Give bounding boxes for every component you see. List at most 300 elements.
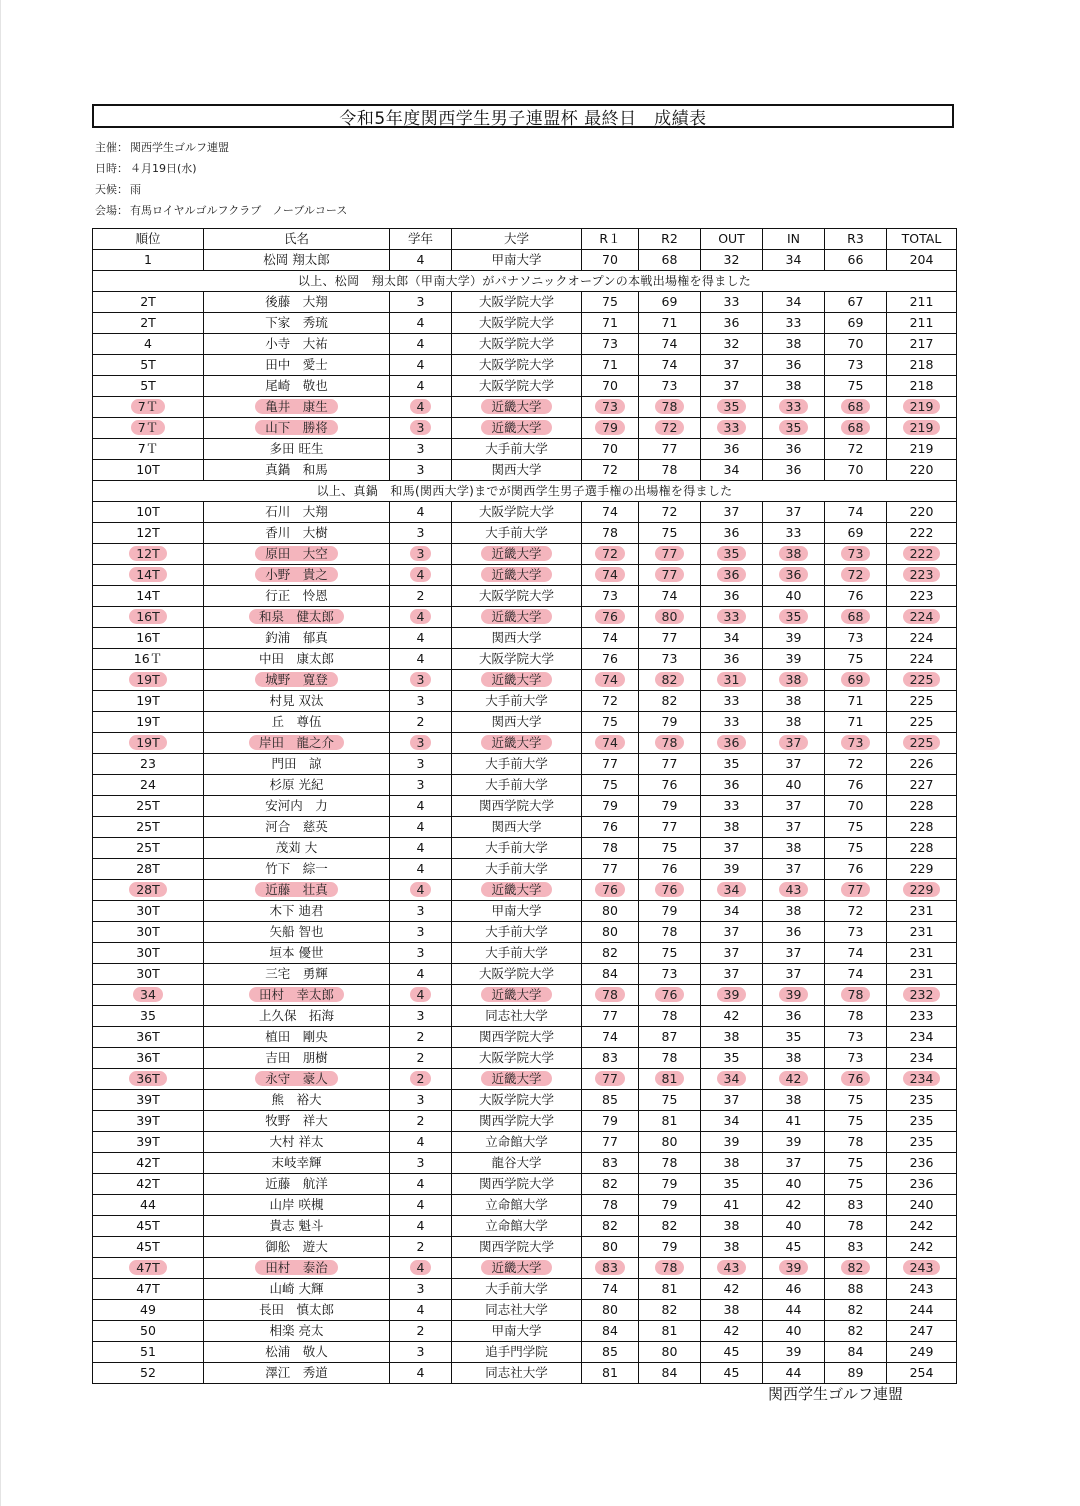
r2-cell: 74 (639, 355, 701, 376)
year-cell: 4 (390, 355, 452, 376)
name-cell: 相楽 亮太 (204, 1321, 390, 1342)
rank-cell (93, 985, 204, 1006)
header-r2: R2 (639, 229, 701, 250)
r1-cell: 76 (582, 817, 639, 838)
r1-cell: 70 (582, 439, 639, 460)
highlight-marker: 近畿大学 (481, 567, 551, 582)
r2-cell (639, 1069, 701, 1090)
year-cell: 4 (390, 313, 452, 334)
in-cell: 45 (763, 1237, 825, 1258)
r3-cell: 72 (825, 754, 887, 775)
highlight-marker: 39 (779, 1260, 809, 1275)
table-row (93, 1027, 957, 1048)
table-row (93, 964, 957, 985)
table-row (93, 313, 957, 334)
table-row (93, 439, 957, 460)
name-cell: 植田 剛央 (204, 1027, 390, 1048)
name-cell: 矢船 智也 (204, 922, 390, 943)
table-row (93, 1195, 957, 1216)
highlight-marker: 14T (129, 567, 167, 582)
in-cell: 36 (763, 460, 825, 481)
name-cell: 吉田 朋樹 (204, 1048, 390, 1069)
university-cell: 大手前大学 (452, 754, 582, 775)
table-row-highlighted (93, 565, 957, 586)
table-row-highlighted (93, 985, 957, 1006)
in-cell: 34 (763, 250, 825, 271)
total-cell: 254 (887, 1363, 957, 1384)
highlight-marker: 76 (841, 1071, 871, 1086)
total-cell (887, 733, 957, 754)
in-cell (763, 418, 825, 439)
university-cell: 関西大学 (452, 712, 582, 733)
r2-cell: 87 (639, 1027, 701, 1048)
r2-cell (639, 670, 701, 691)
university-cell: 関西大学 (452, 460, 582, 481)
r2-cell: 84 (639, 1363, 701, 1384)
r1-cell (582, 544, 639, 565)
r3-cell (825, 565, 887, 586)
rank-cell (93, 1069, 204, 1090)
highlight-marker: 19T (129, 735, 167, 750)
highlight-marker: 亀井 康生 (255, 399, 338, 414)
total-cell: 243 (887, 1279, 957, 1300)
r3-cell (825, 544, 887, 565)
r3-cell: 78 (825, 1132, 887, 1153)
out-cell: 32 (701, 334, 763, 355)
year-cell: 4 (390, 1216, 452, 1237)
name-cell (204, 397, 390, 418)
total-cell: 249 (887, 1342, 957, 1363)
r2-cell (639, 607, 701, 628)
university-cell: 大手前大学 (452, 1279, 582, 1300)
table-row (93, 859, 957, 880)
highlight-marker: 232 (903, 987, 941, 1002)
name-cell: 末岐幸輝 (204, 1153, 390, 1174)
rank-cell: 23 (93, 754, 204, 775)
year-cell (390, 733, 452, 754)
name-cell: 村見 双汰 (204, 691, 390, 712)
university-cell: 関西大学 (452, 628, 582, 649)
r2-cell (639, 418, 701, 439)
total-cell (887, 1258, 957, 1279)
r1-cell: 85 (582, 1342, 639, 1363)
total-cell: 222 (887, 523, 957, 544)
table-row (93, 943, 957, 964)
university-cell: 大阪学院大学 (452, 1090, 582, 1111)
in-cell: 38 (763, 712, 825, 733)
total-cell: 218 (887, 355, 957, 376)
in-cell: 33 (763, 313, 825, 334)
out-cell: 39 (701, 859, 763, 880)
in-cell: 37 (763, 964, 825, 985)
r3-cell: 70 (825, 460, 887, 481)
r3-cell (825, 397, 887, 418)
r2-cell: 81 (639, 1321, 701, 1342)
r1-cell: 74 (582, 1027, 639, 1048)
highlight-marker: 35 (717, 399, 747, 414)
highlight-marker: 2 (410, 1071, 432, 1086)
highlight-marker: 33 (779, 399, 809, 414)
table-row (93, 838, 957, 859)
rank-cell: 7Ｔ (93, 439, 204, 460)
r2-cell: 74 (639, 334, 701, 355)
highlight-marker: 82 (841, 1260, 871, 1275)
r1-cell (582, 880, 639, 901)
table-row (93, 1300, 957, 1321)
in-cell: 36 (763, 922, 825, 943)
out-cell (701, 880, 763, 901)
year-cell (390, 607, 452, 628)
r1-cell: 80 (582, 1300, 639, 1321)
year-cell: 2 (390, 1027, 452, 1048)
rank-cell: 19T (93, 712, 204, 733)
total-cell: 217 (887, 334, 957, 355)
total-cell: 228 (887, 838, 957, 859)
r1-cell: 80 (582, 922, 639, 943)
in-cell (763, 670, 825, 691)
university-cell: 大阪学院大学 (452, 355, 582, 376)
highlight-marker: 81 (655, 1071, 685, 1086)
table-row (93, 586, 957, 607)
in-cell: 39 (763, 649, 825, 670)
total-cell: 233 (887, 1006, 957, 1027)
total-cell: 229 (887, 859, 957, 880)
name-cell: 門田 諒 (204, 754, 390, 775)
total-cell: 224 (887, 628, 957, 649)
total-cell: 231 (887, 964, 957, 985)
r2-cell: 79 (639, 796, 701, 817)
name-cell: 石川 大翔 (204, 502, 390, 523)
r2-cell: 81 (639, 1111, 701, 1132)
in-cell: 40 (763, 1216, 825, 1237)
out-cell (701, 418, 763, 439)
in-cell: 42 (763, 1195, 825, 1216)
highlight-marker: 76 (595, 882, 625, 897)
in-cell: 39 (763, 628, 825, 649)
university-cell: 大手前大学 (452, 859, 582, 880)
total-cell: 247 (887, 1321, 957, 1342)
highlight-marker: 36 (717, 735, 747, 750)
year-cell: 4 (390, 649, 452, 670)
table-row-highlighted (93, 418, 957, 439)
r2-cell (639, 985, 701, 1006)
university-cell (452, 418, 582, 439)
rank-cell: 25T (93, 796, 204, 817)
highlight-marker: 68 (841, 420, 871, 435)
rank-cell: 25T (93, 817, 204, 838)
r3-cell: 72 (825, 901, 887, 922)
r3-cell: 89 (825, 1363, 887, 1384)
out-cell: 35 (701, 1048, 763, 1069)
highlight-marker: 243 (903, 1260, 941, 1275)
name-cell: 熊 裕大 (204, 1090, 390, 1111)
university-cell: 関西学院大学 (452, 1027, 582, 1048)
r3-cell: 70 (825, 334, 887, 355)
r2-cell: 79 (639, 712, 701, 733)
total-cell: 223 (887, 586, 957, 607)
university-cell (452, 670, 582, 691)
highlight-marker: 3 (410, 672, 432, 687)
r1-cell: 82 (582, 1174, 639, 1195)
header-name: 氏名 (204, 229, 390, 250)
rank-cell: 2T (93, 292, 204, 313)
out-cell: 37 (701, 1090, 763, 1111)
in-cell: 44 (763, 1300, 825, 1321)
highlight-marker: 72 (595, 546, 625, 561)
table-row (93, 775, 957, 796)
results-table (92, 228, 957, 1384)
r3-cell: 76 (825, 775, 887, 796)
r2-cell: 81 (639, 1279, 701, 1300)
university-cell: 大阪学院大学 (452, 502, 582, 523)
in-cell (763, 733, 825, 754)
name-cell: 釣浦 郁真 (204, 628, 390, 649)
highlight-marker: 4 (410, 567, 432, 582)
highlight-marker: 76 (655, 882, 685, 897)
venue-value: 有馬ロイヤルゴルフクラブ ノーブルコース (130, 204, 348, 217)
year-cell: 3 (390, 1090, 452, 1111)
name-cell: 三宅 勇輝 (204, 964, 390, 985)
rank-cell: 28T (93, 859, 204, 880)
year-cell: 3 (390, 943, 452, 964)
rank-cell: 1 (93, 250, 204, 271)
year-cell: 4 (390, 796, 452, 817)
name-cell: 松浦 敬人 (204, 1342, 390, 1363)
total-cell (887, 607, 957, 628)
university-cell: 大手前大学 (452, 922, 582, 943)
rank-cell: 39T (93, 1111, 204, 1132)
table-row-highlighted (93, 1258, 957, 1279)
meta-venue (95, 202, 347, 218)
out-cell: 33 (701, 796, 763, 817)
highlight-marker: 12T (129, 546, 167, 561)
total-cell: 226 (887, 754, 957, 775)
header-university: 大学 (452, 229, 582, 250)
highlight-marker: 4 (410, 987, 432, 1002)
rank-cell: 5T (93, 355, 204, 376)
name-cell: 木下 迪君 (204, 901, 390, 922)
r2-cell: 75 (639, 523, 701, 544)
out-cell: 36 (701, 439, 763, 460)
table-row (93, 649, 957, 670)
table-row-highlighted (93, 880, 957, 901)
name-cell: 長田 慎太郎 (204, 1300, 390, 1321)
table-row (93, 523, 957, 544)
highlight-marker: 34 (133, 987, 163, 1002)
out-cell (701, 397, 763, 418)
highlight-marker: 4 (410, 1260, 432, 1275)
r1-cell: 75 (582, 712, 639, 733)
out-cell: 38 (701, 1237, 763, 1258)
name-cell: 松岡 翔太郎 (204, 250, 390, 271)
r2-cell (639, 565, 701, 586)
year-cell: 4 (390, 817, 452, 838)
r2-cell: 82 (639, 691, 701, 712)
university-cell: 大阪学院大学 (452, 964, 582, 985)
highlight-marker: 近畿大学 (481, 420, 551, 435)
year-cell: 3 (390, 439, 452, 460)
r3-cell: 73 (825, 355, 887, 376)
r3-cell (825, 733, 887, 754)
r2-cell: 82 (639, 1300, 701, 1321)
r3-cell (825, 418, 887, 439)
out-cell: 41 (701, 1195, 763, 1216)
out-cell: 37 (701, 964, 763, 985)
name-cell: 上久保 拓海 (204, 1006, 390, 1027)
table-row (93, 334, 957, 355)
name-cell: 多田 旺生 (204, 439, 390, 460)
in-cell: 38 (763, 691, 825, 712)
year-cell: 4 (390, 1300, 452, 1321)
in-cell: 38 (763, 1048, 825, 1069)
in-cell (763, 880, 825, 901)
r3-cell: 73 (825, 922, 887, 943)
out-cell: 38 (701, 1216, 763, 1237)
year-cell: 4 (390, 502, 452, 523)
rank-cell (93, 607, 204, 628)
table-row (93, 628, 957, 649)
rank-cell: 39T (93, 1132, 204, 1153)
table-row (93, 1237, 957, 1258)
r3-cell: 69 (825, 523, 887, 544)
rank-cell: 30T (93, 964, 204, 985)
total-cell: 204 (887, 250, 957, 271)
in-cell: 36 (763, 355, 825, 376)
r1-cell: 85 (582, 1090, 639, 1111)
out-cell: 36 (701, 586, 763, 607)
name-cell (204, 544, 390, 565)
in-cell: 41 (763, 1111, 825, 1132)
out-cell (701, 565, 763, 586)
year-cell: 2 (390, 1237, 452, 1258)
r1-cell: 74 (582, 502, 639, 523)
highlight-marker: 38 (779, 672, 809, 687)
in-cell: 40 (763, 775, 825, 796)
highlight-marker: 近畿大学 (481, 672, 551, 687)
name-cell: 貴志 魁斗 (204, 1216, 390, 1237)
table-row (93, 1279, 957, 1300)
r3-cell: 73 (825, 628, 887, 649)
highlight-marker: 近畿大学 (481, 609, 551, 624)
year-cell: 4 (390, 334, 452, 355)
table-row (93, 796, 957, 817)
year-cell: 4 (390, 1132, 452, 1153)
highlight-marker: 222 (903, 546, 941, 561)
year-cell: 3 (390, 754, 452, 775)
total-cell (887, 565, 957, 586)
total-cell (887, 397, 957, 418)
r2-cell (639, 1258, 701, 1279)
highlight-marker: 77 (655, 546, 685, 561)
name-cell: 香川 大樹 (204, 523, 390, 544)
r3-cell: 74 (825, 502, 887, 523)
r3-cell (825, 985, 887, 1006)
out-cell (701, 1069, 763, 1090)
footer-organization: 関西学生ゴルフ連盟 (768, 1385, 904, 1403)
total-cell: 235 (887, 1090, 957, 1111)
r2-cell: 69 (639, 292, 701, 313)
total-cell: 211 (887, 292, 957, 313)
rank-cell: 44 (93, 1195, 204, 1216)
r1-cell: 77 (582, 1006, 639, 1027)
note-row (93, 481, 957, 502)
r2-cell (639, 397, 701, 418)
r1-cell: 83 (582, 1153, 639, 1174)
highlight-marker: 38 (779, 546, 809, 561)
in-cell: 39 (763, 1342, 825, 1363)
organizer-value: 関西学生ゴルフ連盟 (130, 141, 229, 154)
highlight-marker: 77 (841, 882, 871, 897)
r1-cell: 81 (582, 1363, 639, 1384)
r2-cell: 78 (639, 1153, 701, 1174)
rank-cell: 30T (93, 901, 204, 922)
highlight-marker: 76 (655, 987, 685, 1002)
r1-cell: 75 (582, 292, 639, 313)
highlight-marker: 原田 大空 (255, 546, 338, 561)
highlight-marker: 78 (595, 987, 625, 1002)
r2-cell: 74 (639, 586, 701, 607)
university-cell: 大阪学院大学 (452, 586, 582, 607)
table-row (93, 1111, 957, 1132)
table-row-highlighted (93, 607, 957, 628)
name-cell: 大村 祥太 (204, 1132, 390, 1153)
r1-cell (582, 1258, 639, 1279)
r2-cell: 73 (639, 376, 701, 397)
table-row (93, 754, 957, 775)
highlight-marker: 76 (595, 609, 625, 624)
name-cell: 真鍋 和馬 (204, 460, 390, 481)
r3-cell: 88 (825, 1279, 887, 1300)
r3-cell: 83 (825, 1195, 887, 1216)
r2-cell: 78 (639, 460, 701, 481)
highlight-marker: 42 (779, 1071, 809, 1086)
r2-cell: 72 (639, 502, 701, 523)
r1-cell: 73 (582, 334, 639, 355)
total-cell: 227 (887, 775, 957, 796)
name-cell: 近藤 航洋 (204, 1174, 390, 1195)
r2-cell: 79 (639, 1174, 701, 1195)
highlight-marker: 28T (129, 882, 167, 897)
out-cell: 42 (701, 1006, 763, 1027)
total-cell: 228 (887, 796, 957, 817)
university-cell: 立命館大学 (452, 1195, 582, 1216)
r3-cell: 75 (825, 376, 887, 397)
university-cell: 龍谷大学 (452, 1153, 582, 1174)
highlight-marker: 77 (595, 1071, 625, 1086)
in-cell: 46 (763, 1279, 825, 1300)
rank-cell: 36T (93, 1027, 204, 1048)
out-cell: 37 (701, 922, 763, 943)
r3-cell: 75 (825, 1111, 887, 1132)
out-cell (701, 1258, 763, 1279)
year-cell: 3 (390, 691, 452, 712)
highlight-marker: 近畿大学 (481, 735, 551, 750)
total-cell: 235 (887, 1111, 957, 1132)
rank-cell: 10T (93, 460, 204, 481)
date-label: 日時： (95, 162, 128, 175)
r1-cell: 74 (582, 1279, 639, 1300)
highlight-marker: 7Ｔ (131, 420, 165, 435)
in-cell: 37 (763, 859, 825, 880)
highlight-marker: 74 (595, 672, 625, 687)
table-row (93, 712, 957, 733)
year-cell (390, 418, 452, 439)
rank-cell: 52 (93, 1363, 204, 1384)
rank-cell: 14T (93, 586, 204, 607)
table-row (93, 250, 957, 271)
in-cell: 39 (763, 1132, 825, 1153)
year-cell: 4 (390, 838, 452, 859)
